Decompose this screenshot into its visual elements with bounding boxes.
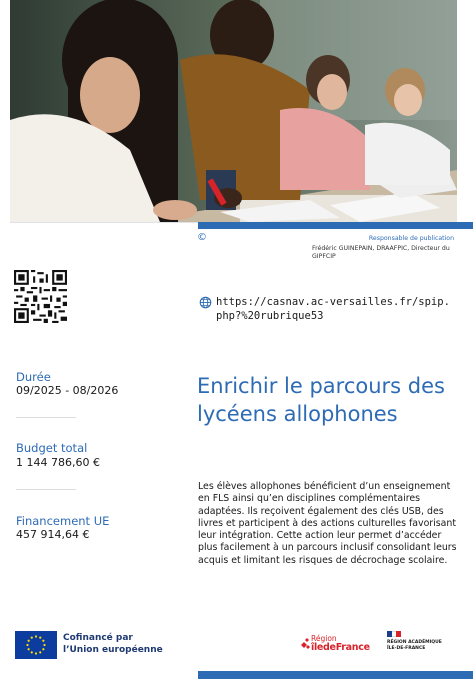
eu-star-icon <box>31 637 33 639</box>
publication-responsible-name: Frédéric GUINEPAIN, DRAAFPIC, Directeur du GIPFCIP <box>312 245 450 260</box>
accent-bar-top <box>198 222 473 229</box>
eu-star-icon <box>31 651 33 653</box>
copyright-symbol: © <box>197 232 207 243</box>
budget-total-label: Budget total <box>16 441 88 455</box>
eu-star-icon <box>39 637 41 639</box>
eu-funding-value: 457 914,64 € <box>16 528 90 541</box>
region-main-label: îledeFrance <box>311 642 370 653</box>
french-flag-icon <box>387 631 401 637</box>
eu-star-icon <box>35 652 37 654</box>
academic-region-logo <box>387 640 457 651</box>
budget-total-value: 1 144 786,60 € <box>16 456 100 469</box>
eu-star-icon <box>39 651 41 653</box>
publication-responsible-label: Responsable de publication <box>368 235 454 242</box>
eu-funding-label: Financement UE <box>16 514 110 528</box>
project-description: Les élèves allophones bénéficient d’un enseignement en FLS ainsi qu’en disciplines complémentaires adaptées. Ils reçoivent également des clés USB, des livres et participent à des actions culturelles favorisant leur intégration. Cette action leur permet d’accéder plus facilement à un parcours inclusif consolidant leurs acquis et limitant les risques de décrochage scolaire. <box>198 481 457 566</box>
eu-star-icon <box>28 648 30 650</box>
students-photo-illustration <box>10 0 457 222</box>
eu-star-icon <box>42 640 44 642</box>
academic-line1: RÉGION ACADÉMIQUE <box>387 640 442 645</box>
region-small-label: Région <box>311 634 337 643</box>
globe-icon <box>199 296 212 309</box>
divider-line <box>10 222 198 223</box>
eu-flag-icon <box>15 631 57 659</box>
project-title: Enrichir le parcours des lycéens allophones <box>197 374 445 426</box>
eu-star-icon <box>43 644 45 646</box>
stat-separator <box>16 489 76 490</box>
eu-text-line1: Cofinancé par <box>63 633 133 643</box>
eu-text-line2: l’Union européenne <box>63 644 163 655</box>
academic-line2: ÎLE-DE-FRANCE <box>387 645 426 651</box>
accent-bar-bottom <box>198 671 473 679</box>
duration-value: 09/2025 - 08/2026 <box>16 384 119 397</box>
eu-star-icon <box>28 640 30 642</box>
eu-star-icon <box>42 648 44 650</box>
project-url-link[interactable]: https://casnav.ac-versailles.fr/spip.php?%20rubrique53 <box>216 296 450 322</box>
eu-star-icon <box>26 644 28 646</box>
stat-separator <box>16 417 76 418</box>
qr-code[interactable] <box>14 270 67 323</box>
eu-cofunded-text <box>63 633 173 656</box>
duration-label: Durée <box>16 370 51 384</box>
hero-photo <box>10 0 457 222</box>
eu-star-icon <box>35 635 37 637</box>
